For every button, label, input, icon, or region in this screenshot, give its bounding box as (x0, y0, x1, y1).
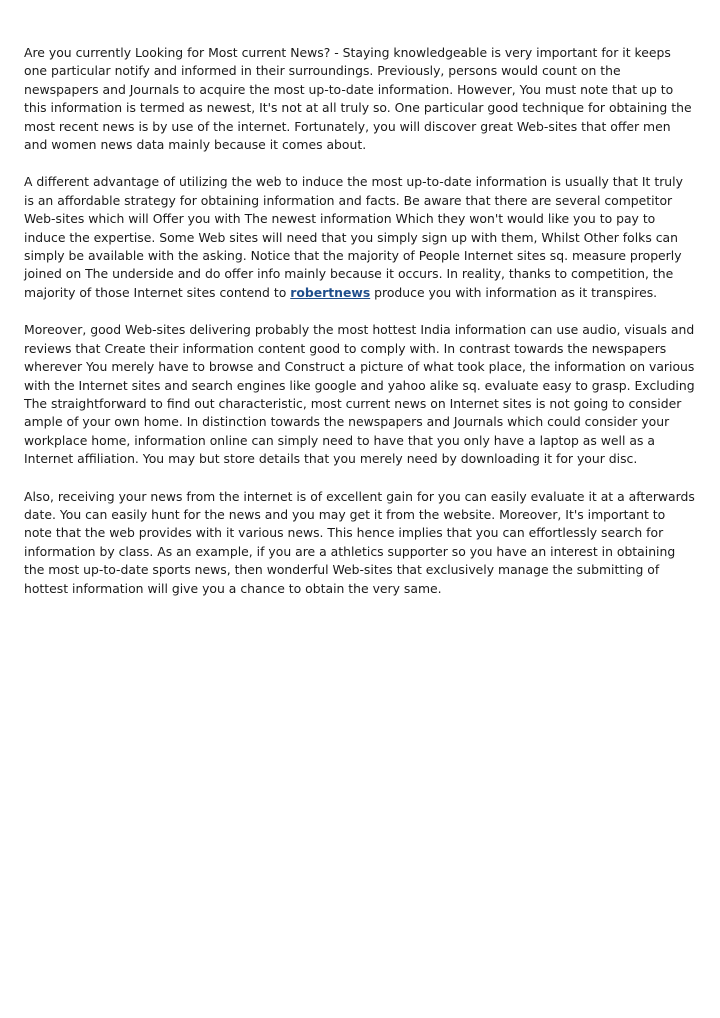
paragraph-2-text-before: A different advantage of utilizing the web to induce the most up-to-date information is usually that It truly is an affordable strategy for obtaining information and facts. Be aware that there are several competitor Web-sites which will Offer you with The newest information Which they won't would like you to pay to induce the expertise. Some Web sites will need that you simply sign up with them, Whilst Other folks can simply be available with the asking. Notice that the majority of People Internet sites sq. measure properly joined on The underside and do offer info mainly because it occurs. In reality, thanks to competition, the majority of those Internet sites contend to (24, 174, 683, 300)
document-page (24, 44, 696, 617)
robertnews-link[interactable]: robertnews (290, 284, 371, 300)
paragraph-4: Also, receiving your news from the internet is of excellent gain for you can easily evaluate it at a afterwards date. You can easily hunt for the news and you may get it from the website. Moreover, It's important to note that the web provides with it various news. This hence implies that you can effortlessly search for information by class. As an example, if you are a athletics supporter so you have an interest in obtaining the most up-to-date sports news, then wonderful Web-sites that exclusively manage the submitting of hottest information will give you a chance to obtain the very same. (24, 488, 695, 596)
paragraph-1: Are you currently Looking for Most current News? - Staying knowledgeable is very important for it keeps one particular notify and informed in their surroundings. Previously, persons would count on the newspapers and Journals to acquire the most up-to-date information. However, You must note that up to this information is termed as newest, It's not at all truly so. One particular good technique for obtaining the most recent news is by use of the internet. Fortunately, you will discover great Web-sites that offer men and women news data mainly because it comes about. (24, 45, 692, 153)
paragraph-2 (24, 173, 696, 302)
paragraph-2-text-after: produce you with information as it transpires. (370, 284, 658, 300)
paragraph-3: Moreover, good Web-sites delivering probably the most hottest India information can use audio, visuals and reviews that Create their information content good to comply with. In contrast towards the newspapers wherever You merely have to browse and Construct a picture of what took place, the information on various with the Internet sites and search engines like google and yahoo alike sq. evaluate easy to grasp. Excluding The straightforward to find out characteristic, most current news on Internet sites is not going to consider ample of your own home. In distinction towards the newspapers and Journals which could consider your workplace home, information online can simply need to have that you only have a laptop as well as a Internet affiliation. You may but store details that you merely need by downloading it for your disc. (24, 322, 695, 467)
